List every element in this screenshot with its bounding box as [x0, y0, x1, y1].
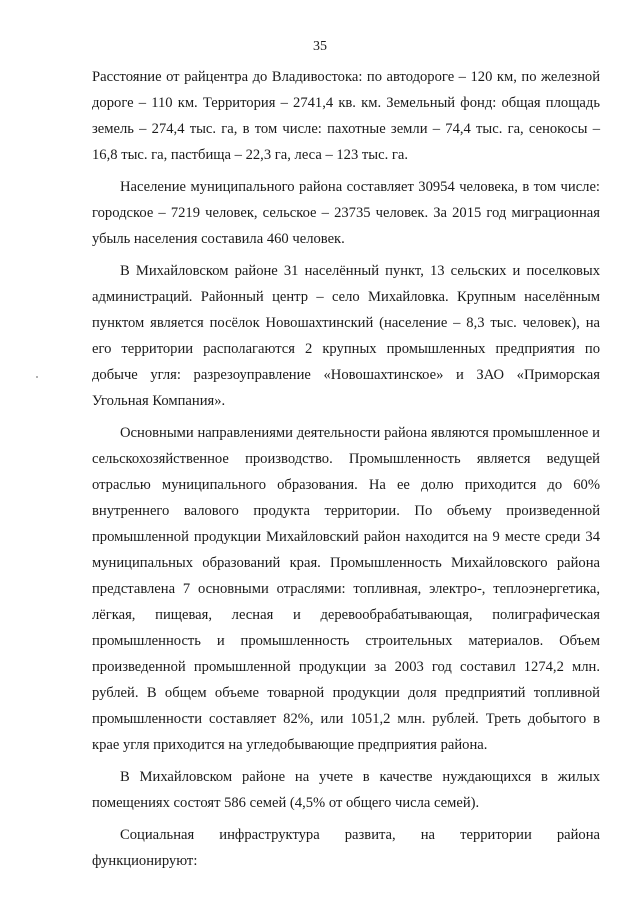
body-text: [92, 64, 600, 874]
paragraph-settlements: В Михайловском районе 31 населённый пункт, 13 сельских и поселковых администраций. Районный центр – село Михайловка. Крупным населённым пунктом является посёлок Новошахтинский (население – 8,3 тыс. человек), на его территории располагаются 2 крупных промышленных предприятия по добыче угля: разрезоуправление «Новошахтинское» и ЗАО «Приморская Угольная Компания».: [92, 263, 600, 409]
scan-speck: [36, 376, 38, 378]
paragraph-population: Население муниципального района составляет 30954 человека, в том числе: городское – 7219 человек, сельское – 23735 человек. За 2015 год миграционная убыль населения составила 460 человек.: [92, 179, 600, 247]
paragraph-infrastructure: Социальная инфраструктура развита, на территории района функционируют:: [92, 827, 600, 869]
paragraph-housing: В Михайловском районе на учете в качестве нуждающихся в жилых помещениях состоят 586 семей (4,5% от общего числа семей).: [92, 769, 600, 811]
paragraph-distance-territory: Расстояние от райцентра до Владивостока: по автодороге – 120 км, по железной дороге – 110 км. Территория – 2741,4 кв. км. Земельный фонд: общая площадь земель – 274,4 тыс. га, в том числе: пахотные земли – 74,4 тыс. га, сенокосы – 16,8 тыс. га, пастбища – 22,3 га, леса – 123 тыс. га.: [92, 69, 600, 163]
page-number: 35: [313, 39, 327, 54]
paragraph-industry: Основными направлениями деятельности района являются промышленное и сельскохозяйственное производство. Промышленность является ведущей отраслью муниципального образования. На ее долю приходится до 60% внутреннего валового продукта территории. По объему произведенной промышленной продукции Михайловский район находится на 9 месте среди 34 муниципальных образований края. Промышленность Михайловского района представлена 7 основными отраслями: топливная, электро-, теплоэнергетика, лёгкая, пищевая, лесная и деревообрабатывающая, полиграфическая промышленность и промышленность строительных материалов. Объем произведенной промышленной продукции за 2003 год составил 1274,2 млн. рублей. В общем объеме товарной продукции доля предприятий топливной промышленности составляет 82%, или 1051,2 млн. рублей. Треть добытого в крае угля приходится на угледобывающие предприятия района.: [92, 425, 600, 753]
